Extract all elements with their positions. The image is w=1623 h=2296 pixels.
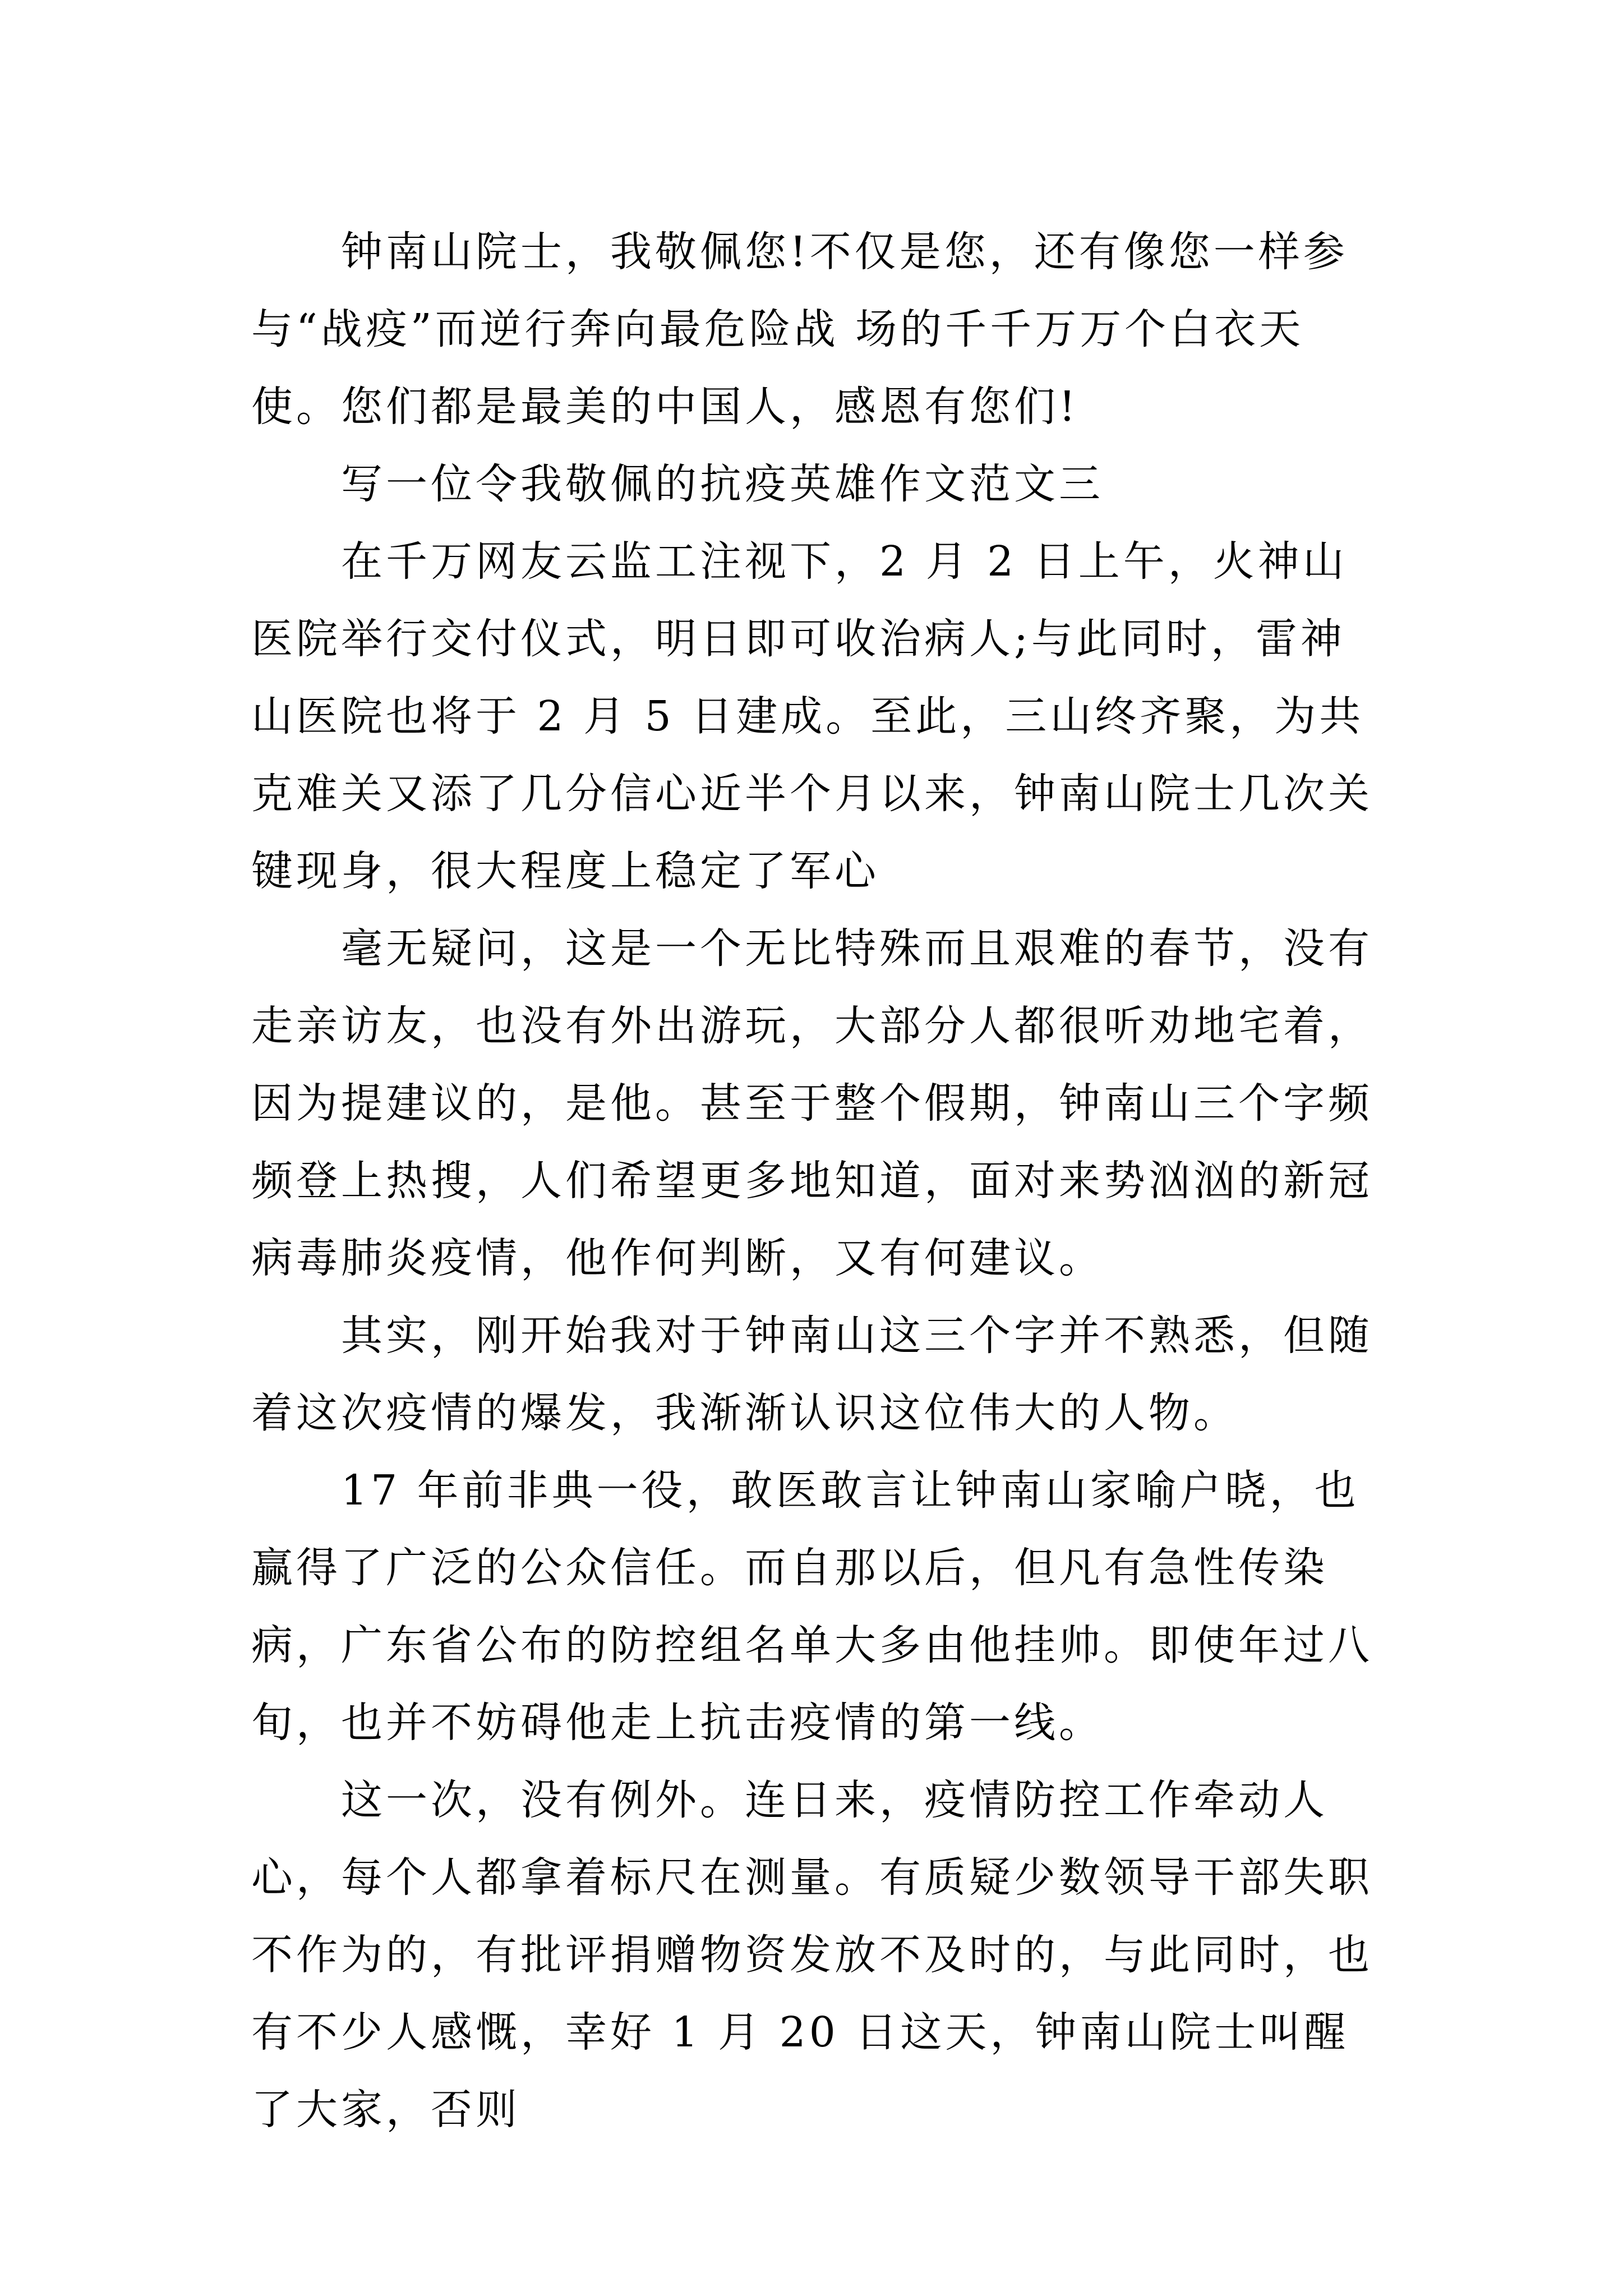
document-body [251,213,1378,2148]
paragraph-6: 这一次，没有例外。连日来，疫情防控工作牵动人心，每个人都拿着标尺在测量。有质疑少数领导干部失职不作为的，有批评捐赠物资发放不及时的，与此同时，也有不少人感慨，幸好 1 月 20 日这天，钟南山院士叫醒了大家，否则 [251,1776,1373,2134]
paragraph-3: 毫无疑问，这是一个无比特殊而且艰难的春节，没有走亲访友，也没有外出游玩，大部分人都很听劝地宅着，因为提建议的，是他。甚至于整个假期，钟南山三个字频频登上热搜，人们希望更多地知道，面对来势汹汹的新冠病毒肺炎疫情，他作何判断，又有何建议。 [251,924,1373,1282]
paragraph-4: 其实，刚开始我对于钟南山这三个字并不熟悉，但随着这次疫情的爆发，我渐渐认识这位伟大的人物。 [251,1312,1373,1437]
paragraph-1: 钟南山院士，我敬佩您!不仅是您，还有像您一样参与“战疫”而逆行奔向最危险战 场的千千万万个白衣天使。您们都是最美的中国人，感恩有您们! [251,228,1348,431]
paragraph-5: 17 年前非典一役，敢医敢言让钟南山家喻户晓，也赢得了广泛的公众信任。而自那以后，但凡有急性传染病，广东省公布的防控组名单大多由他挂帅。即使年过八旬，也并不妨碍他走上抗击疫情的第一线。 [251,1466,1373,1747]
section-title: 写一位令我敬佩的抗疫英雄作文范文三 [341,460,1104,508]
paragraph-2: 在千万网友云监工注视下，2 月 2 日上午，火神山医院举行交付仪式，明日即可收治病人;与此同时，雷神山医院也将于 2 月 5 日建成。至此，三山终齐聚，为共克难关又添了几分信心近半个月以来，钟南山院士几次关键现身，很大程度上稳定了军心 [251,537,1373,895]
